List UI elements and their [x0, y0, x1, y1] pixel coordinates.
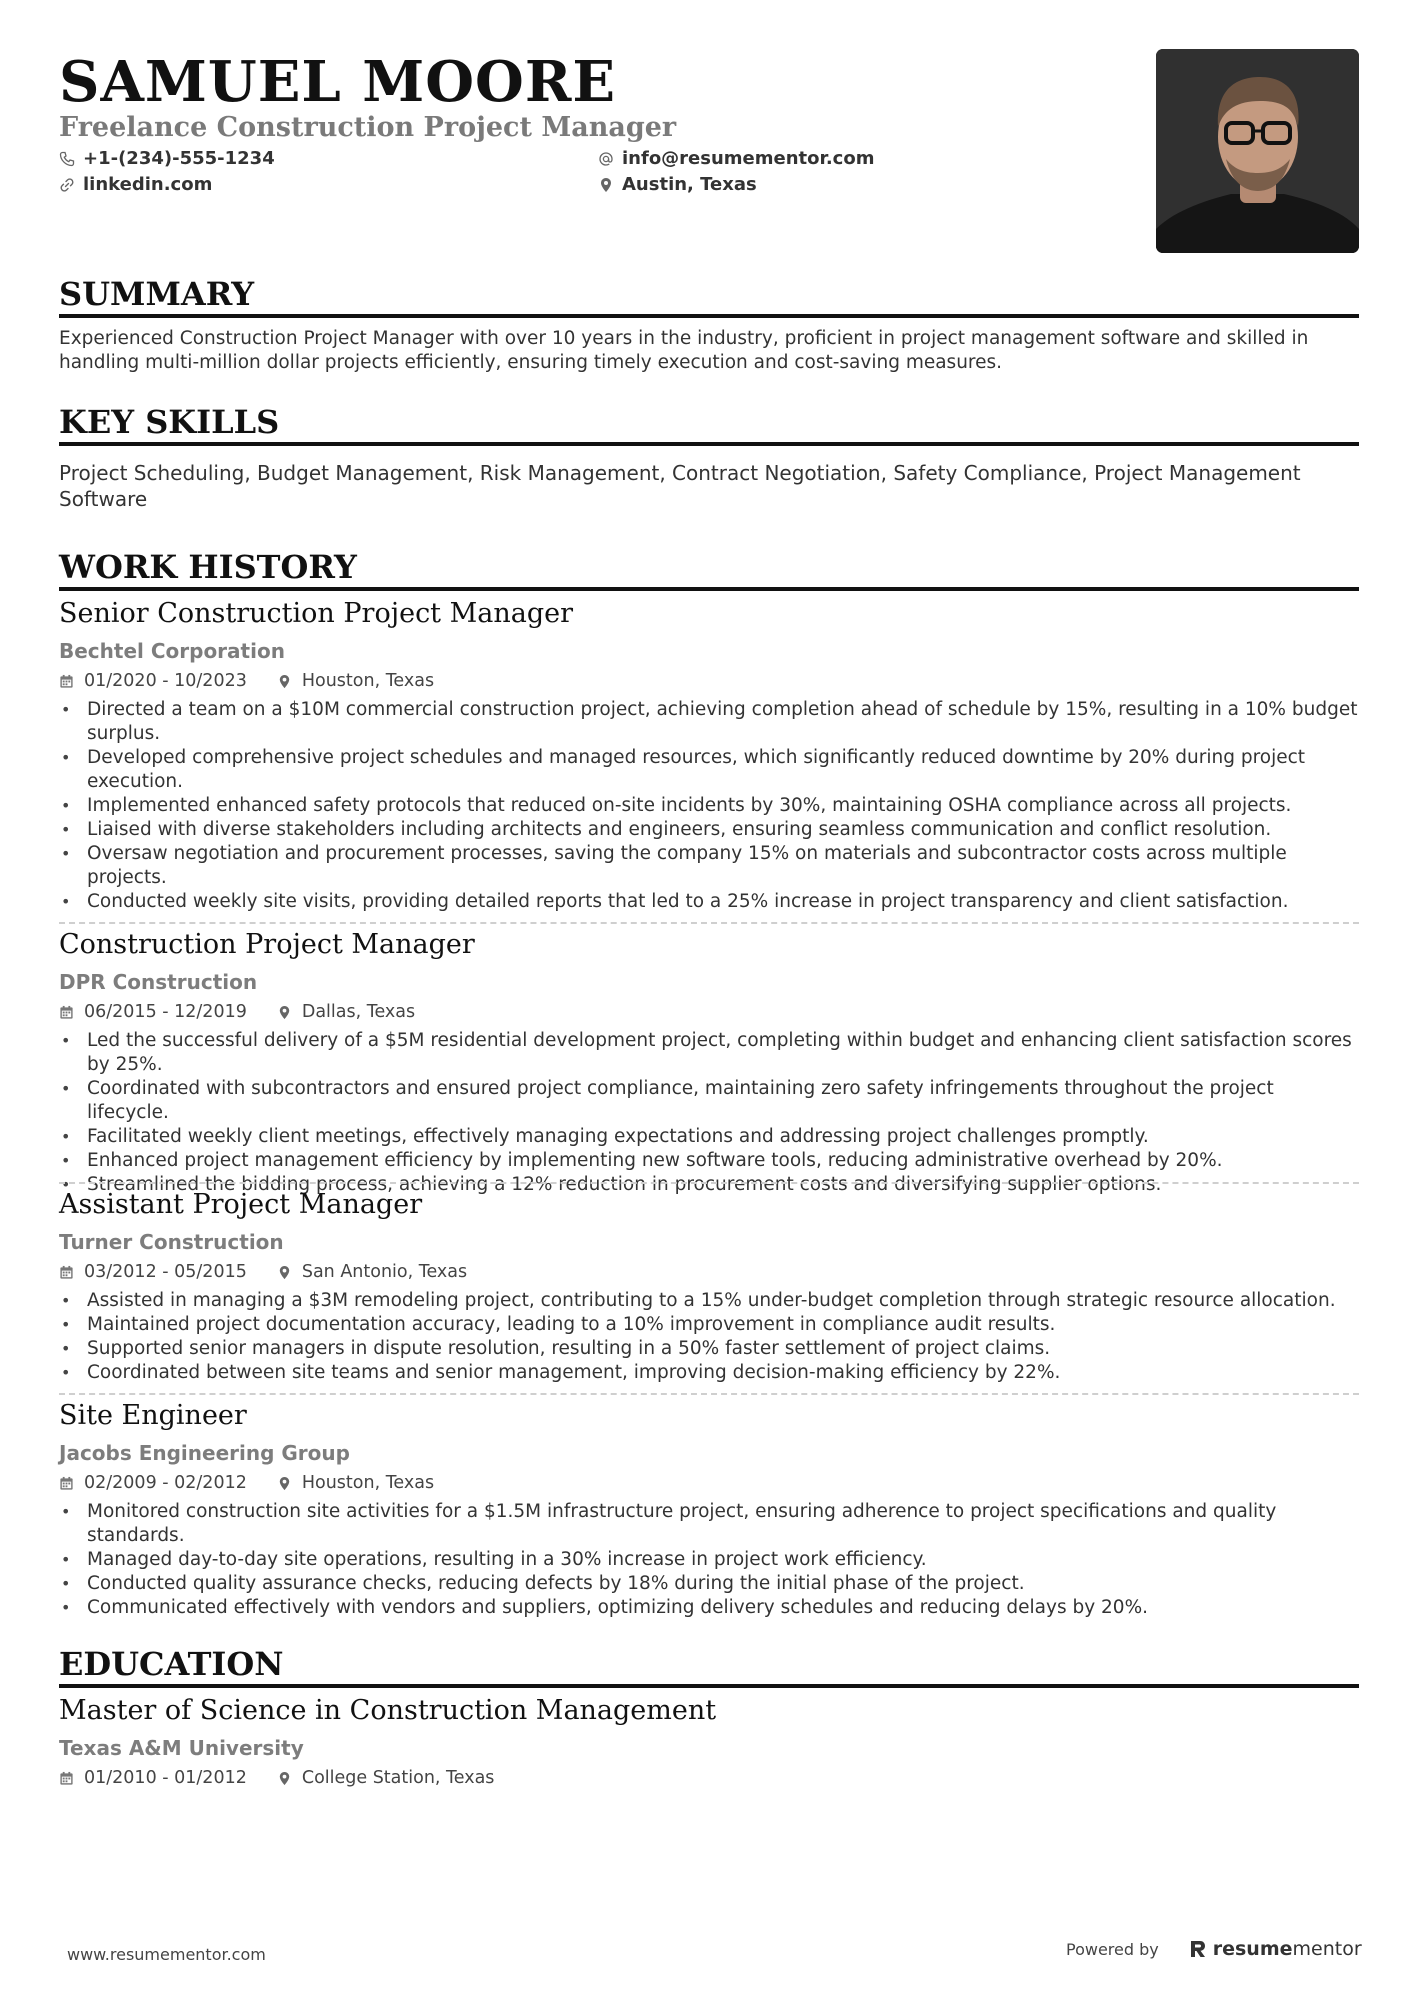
- job-bullet: • Oversaw negotiation and procurement processes, saving the company 15% on materials and subcontractor costs across multiple projects.: [59, 842, 1359, 890]
- powered-by-text: Powered by: [1066, 1939, 1159, 1959]
- skills-text: [59, 460, 1359, 512]
- job-bullet: • Conducted weekly site visits, providing detailed reports that led to a 25% increase in project transparency and client satisfaction.: [59, 890, 1359, 914]
- job-bullet: • Enhanced project management efficiency by implementing new software tools, reducing administrative overhead by 20%.: [59, 1149, 1359, 1173]
- job-divider: [59, 1182, 1359, 1184]
- summary-line: Experienced Construction Project Manager with over 10 years in the industry, proficient in project management software and skilled in: [59, 328, 1309, 349]
- summary-heading: SUMMARY: [59, 276, 1359, 318]
- link-icon: [59, 177, 75, 193]
- phone-icon: [59, 151, 75, 167]
- phone-text: +1-(234)-555-1234: [83, 148, 275, 169]
- job-meta: [59, 1261, 467, 1283]
- calendar-icon: [59, 1771, 74, 1786]
- job-bullet: • Assisted in managing a $3M remodeling project, contributing to a 15% under-budget completion through strategic resource allocation.: [59, 1289, 1359, 1313]
- job-dates: 02/2009 - 02/2012: [84, 1473, 247, 1493]
- work-history-heading: WORK HISTORY: [59, 549, 1359, 591]
- job-bullet: • Coordinated between site teams and senior management, improving decision-making efficiency by 22%.: [59, 1361, 1359, 1385]
- job-bullet: • Conducted quality assurance checks, reducing defects by 18% during the initial phase of the project.: [59, 1572, 1359, 1596]
- company-name: Turner Construction: [59, 1230, 284, 1254]
- summary-text: [59, 327, 1359, 375]
- map-pin-icon: [277, 1265, 292, 1280]
- company-name: DPR Construction: [59, 970, 258, 994]
- contact-linkedin[interactable]: [59, 174, 212, 196]
- contact-phone[interactable]: [59, 148, 275, 170]
- job-bullet: • Implemented enhanced safety protocols that reduced on-site incidents by 30%, maintaining OSHA compliance across all projects.: [59, 794, 1359, 818]
- contact-location: [598, 174, 757, 196]
- job-meta: [59, 1001, 415, 1023]
- education-dates: 01/2010 - 01/2012: [84, 1768, 247, 1788]
- job-bullets: [59, 698, 1359, 914]
- job-bullets: [59, 1289, 1359, 1385]
- location-text: Austin, Texas: [622, 174, 757, 195]
- candidate-name: SAMUEL MOORE: [59, 49, 617, 115]
- brand-bold: resume: [1212, 1938, 1293, 1960]
- job-bullet: • Led the successful delivery of a $5M residential development project, completing within budget and enhancing client satisfaction scores by 25%.: [59, 1029, 1359, 1077]
- candidate-role: Freelance Construction Project Manager: [59, 112, 677, 143]
- skills-line: Software: [59, 487, 148, 511]
- footer-branding: [1066, 1938, 1362, 1960]
- map-pin-icon: [277, 1476, 292, 1491]
- job-location: Dallas, Texas: [301, 1002, 416, 1022]
- skills-heading: KEY SKILLS: [59, 404, 1359, 446]
- job-dates: 03/2012 - 05/2015: [84, 1262, 247, 1282]
- job-bullet: • Liaised with diverse stakeholders including architects and engineers, ensuring seamless communication and conflict resolution.: [59, 818, 1359, 842]
- calendar-icon: [59, 1476, 74, 1491]
- job-bullet: • Streamlined the bidding process, achieving a 12% reduction in procurement costs and diversifying supplier options.: [59, 1173, 1359, 1197]
- brand-logo[interactable]: [1189, 1938, 1362, 1960]
- job-title: Construction Project Manager: [59, 929, 475, 960]
- job-bullets: [59, 1500, 1359, 1620]
- profile-photo: [1156, 49, 1359, 253]
- calendar-icon: [59, 1005, 74, 1020]
- job-bullets: [59, 1029, 1359, 1197]
- calendar-icon: [59, 674, 74, 689]
- job-bullet: • Communicated effectively with vendors and suppliers, optimizing delivery schedules and reducing delays by 20%.: [59, 1596, 1359, 1620]
- job-bullet: • Coordinated with subcontractors and ensured project compliance, maintaining zero safety infringements throughout the project lifecycle.: [59, 1077, 1359, 1125]
- job-location: San Antonio, Texas: [301, 1262, 468, 1282]
- job-dates: 01/2020 - 10/2023: [84, 671, 247, 691]
- email-text: info@resumementor.com: [622, 148, 875, 169]
- job-location: Houston, Texas: [301, 671, 435, 691]
- job-meta: [59, 670, 434, 692]
- job-bullet: • Directed a team on a $10M commercial construction project, achieving completion ahead of schedule by 15%, resulting in a 10% budget surplus.: [59, 698, 1359, 746]
- map-pin-icon: [277, 1005, 292, 1020]
- education-meta: [59, 1767, 494, 1789]
- map-pin-icon: [598, 177, 614, 193]
- job-title: Assistant Project Manager: [59, 1189, 423, 1220]
- map-pin-icon: [277, 1771, 292, 1786]
- calendar-icon: [59, 1265, 74, 1280]
- school-name: Texas A&M University: [59, 1736, 304, 1760]
- summary-line: handling multi-million dollar projects efficiently, ensuring timely execution and cost-saving measures.: [59, 352, 1003, 373]
- job-title: Senior Construction Project Manager: [59, 598, 574, 629]
- skills-line: Project Scheduling, Budget Management, Risk Management, Contract Negotiation, Safety Compliance, Project Management: [59, 461, 1301, 485]
- job-bullet: • Developed comprehensive project schedules and managed resources, which significantly reduced downtime by 20% during project execution.: [59, 746, 1359, 794]
- job-bullet: • Supported senior managers in dispute resolution, resulting in a 50% faster settlement of project claims.: [59, 1337, 1359, 1361]
- job-bullet: • Managed day-to-day site operations, resulting in a 30% increase in project work efficiency.: [59, 1548, 1359, 1572]
- job-divider: [59, 1393, 1359, 1395]
- job-bullet: • Facilitated weekly client meetings, effectively managing expectations and addressing project challenges promptly.: [59, 1125, 1359, 1149]
- job-dates: 06/2015 - 12/2019: [84, 1002, 247, 1022]
- resumementor-logo-icon: [1189, 1939, 1207, 1959]
- job-title: Site Engineer: [59, 1400, 247, 1431]
- education-heading: EDUCATION: [59, 1646, 1359, 1688]
- degree-title: Master of Science in Construction Management: [59, 1695, 717, 1726]
- footer-website[interactable]: www.resumementor.com: [67, 1945, 266, 1964]
- linkedin-text: linkedin.com: [83, 174, 213, 195]
- contact-email[interactable]: [598, 148, 874, 170]
- job-location: Houston, Texas: [301, 1473, 435, 1493]
- education-location: College Station, Texas: [301, 1768, 495, 1788]
- job-bullet: • Monitored construction site activities for a $1.5M infrastructure project, ensuring adherence to project specifications and quality standards.: [59, 1500, 1359, 1548]
- job-divider: [59, 922, 1359, 924]
- map-pin-icon: [277, 674, 292, 689]
- at-icon: [598, 151, 614, 167]
- job-bullet: • Maintained project documentation accuracy, leading to a 10% improvement in compliance audit results.: [59, 1313, 1359, 1337]
- brand-light: mentor: [1292, 1938, 1362, 1960]
- company-name: Jacobs Engineering Group: [59, 1441, 350, 1465]
- company-name: Bechtel Corporation: [59, 639, 285, 663]
- job-meta: [59, 1472, 434, 1494]
